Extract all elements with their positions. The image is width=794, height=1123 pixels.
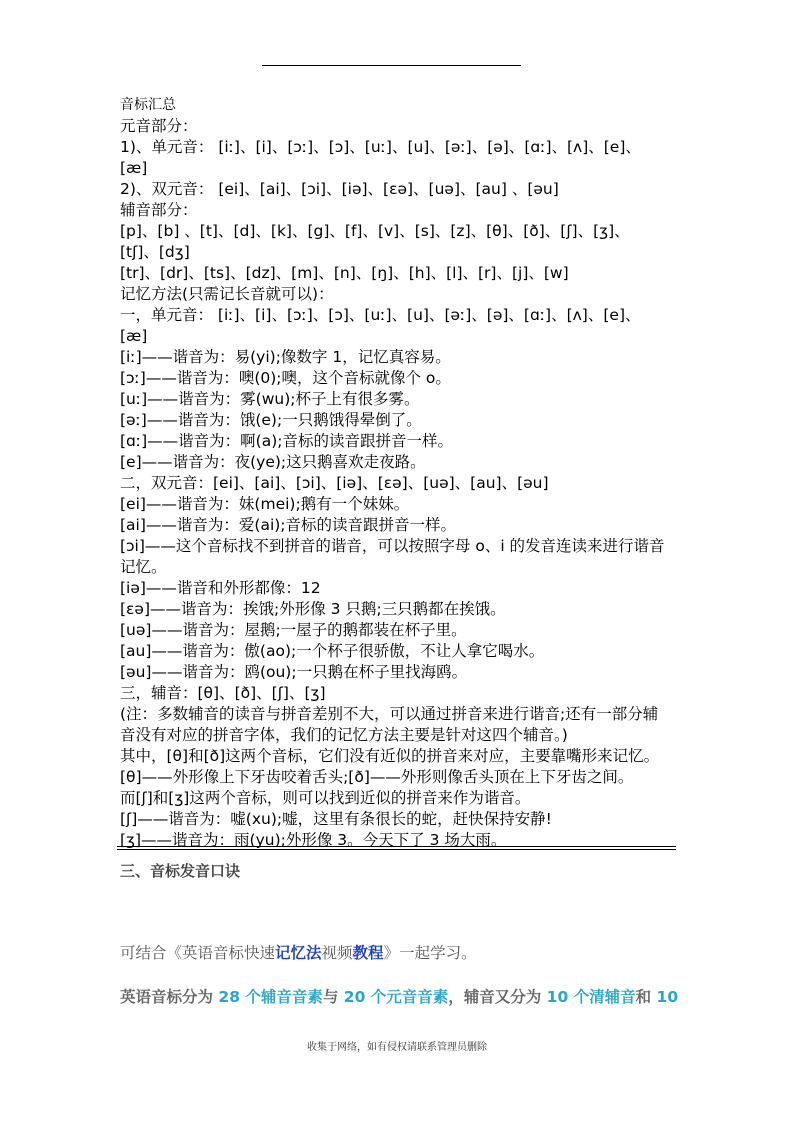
consonant-section-heading: 辅音部分：: [120, 201, 198, 219]
vowel-count-highlight: 20 个元音音素: [343, 988, 449, 1006]
text-line: (注：多数辅音的读音与拼音差别不大，可以通过拼音来进行谐音;还有一部分辅: [120, 705, 659, 723]
text-line: [æ]: [120, 159, 148, 177]
text-line: 二，双元音：[ei]、[ai]、[ɔi]、[iə]、[ɛə]、[uə]、[au]、[əu]: [120, 474, 549, 492]
study-text-2: 视频: [321, 944, 353, 962]
text-line: [ai]——谐音为：爱(ai);音标的读音跟拼音一样。: [120, 516, 457, 534]
text-line: [əː]——谐音为：饿(e);一只鹅饿得晕倒了。: [120, 411, 422, 429]
doc-title: 音标汇总: [120, 97, 176, 113]
section-divider: [117, 846, 676, 850]
document-body: [120, 95, 680, 851]
text-line: [tr]、[dr]、[ts]、[dz]、[m]、[n]、[ŋ]、[h]、[l]、[r]、[j]、[w]: [120, 264, 569, 282]
text-line: 记忆。: [120, 558, 167, 576]
summary-text-4: 和: [635, 988, 657, 1006]
text-line: 音没有对应的拼音字体，我们的记忆方法主要是针对这四个辅音。): [120, 726, 568, 744]
text-line: 三，辅音：[θ]、[ð]、[ʃ]、[ʒ]: [120, 684, 326, 702]
voiceless-count-highlight: 10 个清辅音: [546, 988, 636, 1006]
text-line: 其中，[θ]和[ð]这两个音标，它们没有近似的拼音来对应，主要靠嘴形来记忆。: [120, 747, 660, 765]
text-line: [au]——谐音为：傲(ao);一个杯子很骄傲，不让人拿它喝水。: [120, 642, 545, 660]
study-text-1: 可结合《英语音标快速: [120, 944, 276, 962]
pronunciation-rhyme-heading: 三、音标发音口诀: [120, 862, 241, 880]
text-line: [əu]——谐音为：鸥(ou);一只鹅在杯子里找海鸥。: [120, 663, 468, 681]
consonant-count-highlight: 28 个辅音音素: [218, 988, 323, 1006]
memory-method-link[interactable]: 记忆法: [275, 944, 322, 962]
study-note: [120, 942, 477, 964]
summary-text-1: 英语音标分为: [120, 988, 219, 1006]
page-footer: 收集于网络，如有侵权请联系管理员删除: [307, 1042, 487, 1053]
text-line: 一，单元音： [iː]、[i]、[ɔː]、[ɔ]、[uː]、[u]、[əː]、[ə]、[ɑː]、[ʌ]、[e]、: [120, 306, 641, 324]
text-line: [uə]——谐音为：屋鹅;一屋子的鹅都装在杯子里。: [120, 621, 467, 639]
text-line: [uː]——谐音为：雾(wu);杯子上有很多雾。: [120, 390, 420, 408]
vowel-section-heading: 元音部分：: [120, 117, 198, 135]
text-line: 而[ʃ]和[ʒ]这两个音标，则可以找到近似的拼音来作为谐音。: [120, 789, 531, 807]
phoneme-summary: [120, 986, 678, 1008]
tutorial-link[interactable]: 教程: [352, 944, 384, 962]
text-line: [ei]——谐音为：妹(mei);鹅有一个妹妹。: [120, 495, 410, 513]
text-line: [ʒ]——谐音为：雨(yu);外形像 3。今天下了 3 场大雨。: [120, 831, 507, 849]
summary-text-3: ，辅音又分为: [448, 988, 547, 1006]
text-line: [iː]——谐音为：易(yi);像数字 1，记忆真容易。: [120, 348, 451, 366]
text-line: [e]——谐音为：夜(ye);这只鹅喜欢走夜路。: [120, 453, 426, 471]
text-line: [ɛə]——谐音为：挨饿;外形像 3 只鹅;三只鹅都在挨饿。: [120, 600, 506, 618]
text-line: [iə]——谐音和外形都像：12: [120, 579, 321, 597]
text-line: [ɑː]——谐音为：啊(a);音标的读音跟拼音一样。: [120, 432, 453, 450]
text-line: 2)、双元音： [ei]、[ai]、[ɔi]、[iə]、[ɛə]、[uə]、[au] 、[əu]: [120, 180, 559, 198]
text-line: [tʃ]、[dʒ]: [120, 243, 190, 261]
text-line: [æ]: [120, 327, 148, 345]
text-line: [ɔi]——这个音标找不到拼音的谐音，可以按照字母 o、i 的发音连读来进行谐音: [120, 537, 665, 555]
text-line: [ʃ]——谐音为：嘘(xu);嘘，这里有条很长的蛇，赶快保持安静!: [120, 810, 552, 828]
study-text-3: 》一起学习。: [383, 944, 477, 962]
text-line: [θ]——外形像上下牙齿咬着舌头;[ð]——外形则像舌头顶在上下牙齿之间。: [120, 768, 634, 786]
voiced-count-highlight: 10: [656, 988, 679, 1006]
text-line: [ɔː]——谐音为：噢(0);噢，这个音标就像个 o。: [120, 369, 451, 387]
summary-text-2: 与: [322, 988, 344, 1006]
memory-method-heading: 记忆方法(只需记长音就可以)：: [120, 285, 334, 303]
header-rule: [262, 65, 521, 66]
text-line: 1)、单元音： [iː]、[i]、[ɔː]、[ɔ]、[uː]、[u]、[əː]、[ə]、[ɑː]、[ʌ]、[e]、: [120, 138, 641, 156]
text-line: [p]、[b] 、[t]、[d]、[k]、[g]、[f]、[v]、[s]、[z]、[θ]、[ð]、[ʃ]、[ʒ]、: [120, 222, 630, 240]
